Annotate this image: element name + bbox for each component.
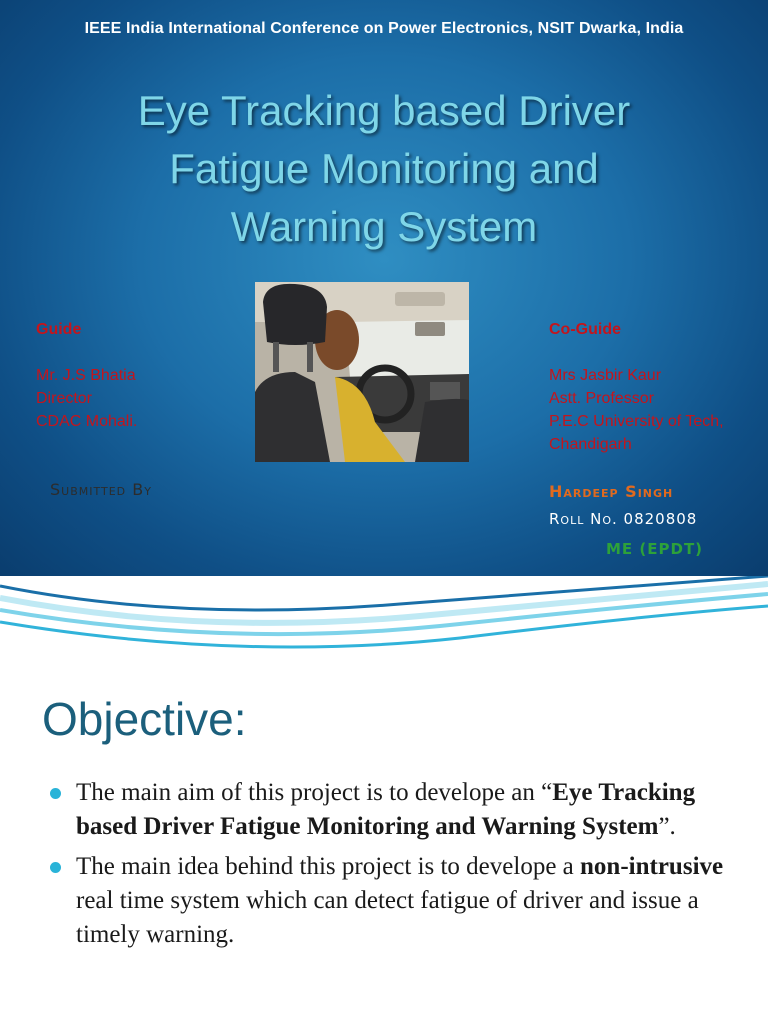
- coguide-name: Mrs Jasbir Kaur: [549, 367, 662, 384]
- coguide-organization: P.E.C University of Tech,: [549, 413, 724, 430]
- coguide-city: Chandigarh: [549, 436, 632, 453]
- bullet-text: The main idea behind this project is to develope a: [76, 853, 581, 880]
- driver-photo: [255, 282, 469, 462]
- bullet-text: ”.: [658, 813, 676, 840]
- list-item: [50, 850, 740, 952]
- slide-wave-decoration: [0, 576, 768, 666]
- roll-number: Roll No. 0820808: [549, 510, 698, 528]
- presentation-title: [40, 82, 728, 256]
- bullet-text: The main aim of this project is to develope an “: [76, 779, 553, 806]
- guide-name: Mr. J.S Bhatia: [36, 367, 136, 384]
- submitted-by-label: Submitted By: [50, 480, 152, 499]
- bullet-icon: [50, 788, 61, 799]
- coguide-position: Astt. Professor: [549, 390, 654, 407]
- program-label: ME (EPDT): [606, 540, 704, 558]
- bullet-text-bold: non-intrusive: [580, 853, 724, 880]
- title-line: Warning System: [230, 203, 538, 250]
- objective-bullet-list: [50, 776, 740, 958]
- guide-organization: CDAC Mohali.: [36, 413, 138, 430]
- bullet-icon: [50, 862, 61, 873]
- coguide-heading: Co-Guide: [549, 321, 621, 338]
- objective-heading: Objective:: [42, 693, 247, 745]
- guide-heading: Guide: [36, 321, 82, 338]
- bullet-text: real time system which can detect fatigue of driver and issue a timely warning.: [76, 887, 699, 948]
- coguide-details: [549, 364, 768, 456]
- student-name: Hardeep Singh: [549, 482, 674, 501]
- title-line: Eye Tracking based Driver: [137, 87, 631, 134]
- conference-header: IEEE India International Conference on Power Electronics, NSIT Dwarka, India: [84, 20, 684, 37]
- list-item: [50, 776, 740, 844]
- guide-position: Director: [36, 390, 93, 407]
- guide-details: [36, 364, 137, 433]
- bullet-text-bold: Eye Tracking based Driver Fatigue Monitoring and Warning System: [76, 779, 696, 840]
- title-line: Fatigue Monitoring and: [169, 145, 599, 192]
